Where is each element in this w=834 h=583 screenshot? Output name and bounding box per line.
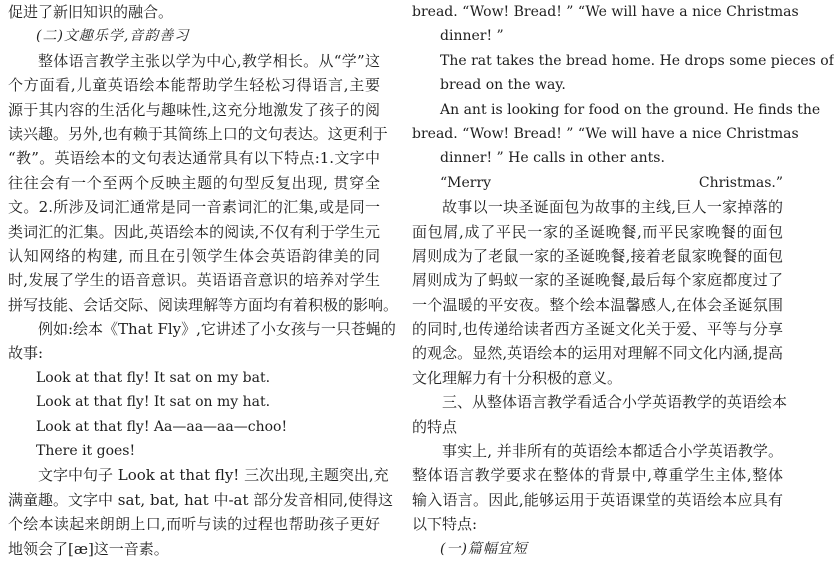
text-line: 拼写技能、会话交际、阅读理解等方面均有着积极的影响。: [8, 295, 399, 314]
english-story-line: “Merry Christmas.”: [440, 174, 783, 191]
text-line: 时,发展了学生的语音意识。英语语音意识的培养对学生: [8, 271, 380, 290]
text-line: 以下特点:: [412, 515, 478, 534]
paragraph-first-line: 文字中句子 Look at that fly! 三次出现,主题突出,充: [38, 466, 389, 485]
right-text-column: [412, 0, 834, 561]
paragraph-first-line: 例如:绘本《That Fly》,它讲述了小女孩与一只苍蝇的: [38, 320, 396, 339]
english-story-line: Look at that fly! It sat on my hat.: [36, 394, 271, 411]
english-story-line: There it goes!: [36, 443, 136, 460]
english-story-line: bread. “Wow! Bread! ” “We will have a nice Christmas: [412, 4, 799, 20]
text-line: 的观念。显然,英语绘本的运用对理解不同文化内涵,提高: [412, 344, 783, 363]
english-story-line: An ant is looking for food on the ground. He finds the: [440, 101, 821, 118]
text-line: 面包屑,成了平民一家的圣诞晚餐,而平民家晚餐的面包: [412, 222, 783, 241]
english-story-line: The rat takes the bread home. He drops some pieces of: [440, 52, 834, 69]
left-text-column: [8, 0, 399, 561]
english-story-line: Look at that fly! It sat on my bat.: [36, 369, 271, 386]
text-line: 输入语言。因此,能够运用于英语课堂的英语绘本应具有: [412, 490, 783, 509]
text-line: 文。2.所涉及词汇通常是同一音素词汇的汇集,或是同一: [8, 198, 380, 217]
paragraph-first-line: 事实上, 并非所有的英语绘本都适合小学英语教学。: [442, 442, 783, 461]
english-story-line: dinner! ”: [440, 28, 504, 45]
text-line: 故事:: [8, 344, 44, 363]
paragraph-first-line: 故事以一块圣诞面包为故事的主线,巨人一家掉落的: [442, 198, 783, 217]
text-line: 类词汇的汇集。因此,英语绘本的阅读,不仅有利于学生元: [8, 222, 380, 241]
text-line: “教”。英语绘本的文句表达通常具有以下特点:1.文字中: [8, 149, 380, 168]
text-line: 往往会有一个至两个反映主题的句型反复出现, 贯穿全: [8, 173, 380, 192]
section-heading: (一)篇幅宜短: [440, 540, 528, 557]
text-line: 一个温暖的平安夜。整个绘本温馨感人,在体会圣诞氛围: [412, 295, 783, 314]
text-line: 促进了新旧知识的融合。: [8, 3, 174, 21]
text-line: 读兴趣。另外,也有赖于其简练上口的文句表达。这更利于: [8, 124, 388, 143]
text-line: 满童趣。文字中 sat, bat, hat 中-at 部分发音相同,使得这: [8, 490, 394, 509]
text-line: 屑则成为了老鼠一家的圣诞晚餐,接着老鼠家晚餐的面包: [412, 246, 783, 265]
text-line: 源于其内容的生活化与趣味性,这充分地激发了孩子的阅: [8, 100, 380, 119]
text-line: 的特点: [412, 417, 458, 436]
paragraph-first-line: 三、从整体语言教学看适合小学英语教学的英语绘本: [442, 393, 788, 412]
text-line: 的同时,也传递给读者西方圣诞文化关于爱、平等与分享: [412, 320, 783, 339]
english-story-line: dinner! ” He calls in other ants.: [440, 150, 665, 167]
english-story-line: bread on the way.: [440, 77, 566, 94]
text-line: 个方面看,儿童英语绘本能帮助学生轻松习得语言,主要: [8, 76, 380, 95]
english-story-line: bread. “Wow! Bread! ” “We will have a nice Christmas: [412, 125, 799, 142]
text-line: 认知网络的构建, 而且在引领学生体会英语韵律美的同: [8, 246, 380, 265]
english-story-line: Look at that fly! Aa—aa—aa—choo!: [36, 418, 288, 435]
text-line: 文化理解力有十分积极的意义。: [412, 368, 623, 387]
text-line: 个绘本读起来朗朗上口,而听与读的过程也帮助孩子更好: [8, 515, 380, 534]
text-line: 屑则成为了蚂蚁一家的圣诞晚餐,最后每个家庭都度过了: [412, 271, 783, 290]
text-line: 整体语言教学要求在整体的背景中,尊重学生主体,整体: [412, 466, 783, 485]
text-line: 地领会了[æ]这一音素。: [8, 539, 169, 558]
section-heading: (二)文趣乐学,音韵善习: [36, 28, 190, 45]
paragraph-first-line: 整体语言教学主张以学为中心,教学相长。从“学”这: [38, 51, 380, 70]
